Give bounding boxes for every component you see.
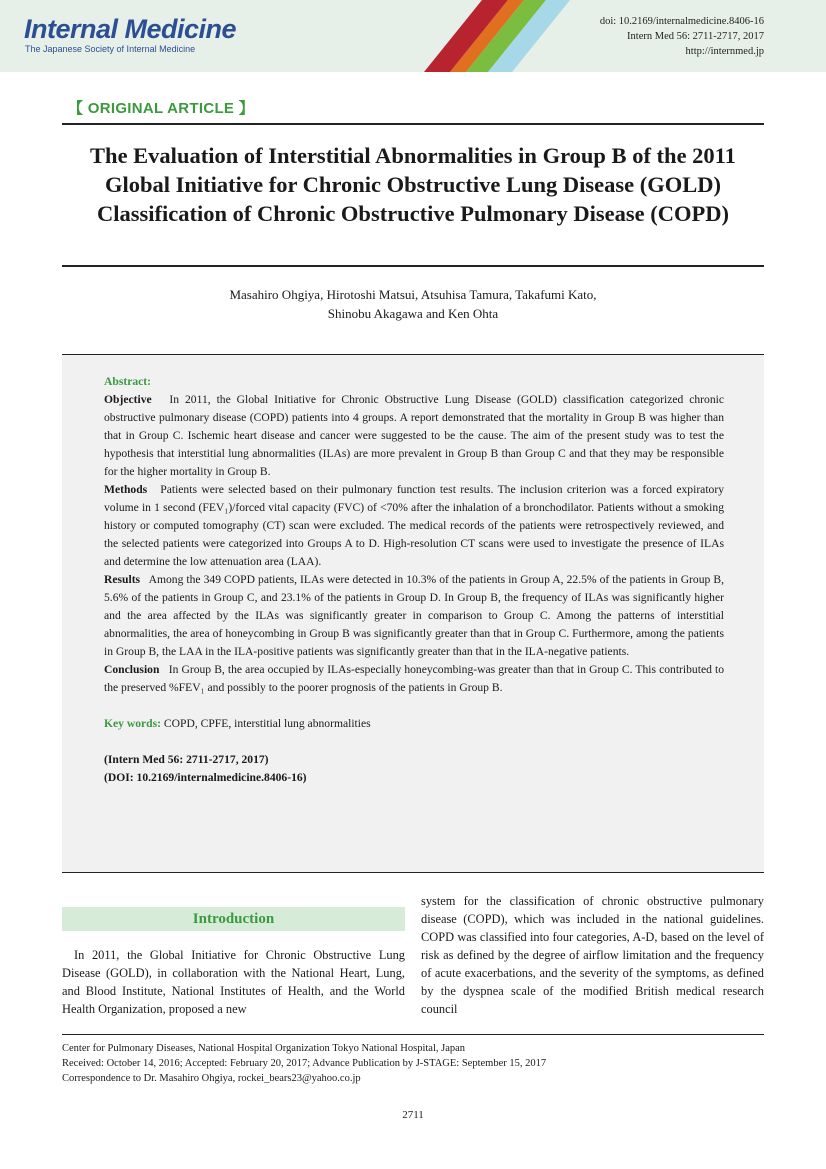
divider-title [62,265,764,267]
objective-label: Objective [104,393,152,406]
keywords-text: COPD, CPFE, interstitial lung abnormalities [163,717,371,730]
conclusion-label: Conclusion [104,663,160,676]
article-title: The Evaluation of Interstitial Abnormalities in Group B of the 2011 Global Initiative for Chronic Obstructive Lung Disease (GOLD) Classification of Chronic Obstructive Pulmonary Disease (COPD) [90,143,736,226]
author-line-2: Shinobu Akagawa and Ken Ohta [327,306,499,321]
correspondence: Correspondence to Dr. Masahiro Ohgiya, rockei_bears23@yahoo.co.jp [62,1073,361,1084]
header-citation: Intern Med 56: 2711-2717, 2017 [627,31,764,42]
abstract-results [104,571,724,661]
keywords-row [104,715,724,733]
article-type-label: 【 ORIGINAL ARTICLE 】 [68,100,254,117]
header-url[interactable]: http://internmed.jp [685,46,764,57]
methods-text: Patients were selected based on their pulmonary function test results. The inclusion criterion was a forced expiratory volume in 1 second (FEV₁)/forced vital capacity (FVC) of <70% after the inhalation of a bronchodilator. Patients without a smoking history or computed tomography (CT) scan were excluded. The medical records of the patients were retrospectively reviewed, and the selected patients were categorized into Groups A to D. High-resolution CT scans were used to investigate the presence of ILAs and determine the low attenuation area (LAA). [104,483,724,568]
abstract-citation: (Intern Med 56: 2711-2717, 2017) [104,753,269,766]
journal-header-band [0,0,826,72]
abstract-methods [104,481,724,571]
abstract-doi: (DOI: 10.2169/internalmedicine.8406-16) [104,771,307,784]
abstract-body [104,373,724,787]
results-text: Among the 349 COPD patients, ILAs were detected in 10.3% of the patients in Group A, 22.5% of the patients in Group B, 5.6% of the patients in Group C, and 23.1% of the patients in Group D. In Group B, the frequency of ILAs was significantly higher and the area affected by the ILAs was significantly greater in comparison to Group C. Among the patterns of interstitial abnormalities, the area of honeycombing in Group B was significantly greater than that in Group C. Furthermore, among the patients in Group B, the LAA in the ILA-positive patients was significantly greater than that in the ILA-negative patients. [104,573,724,658]
affiliation: Center for Pulmonary Diseases, National Hospital Organization Tokyo National Hospital, Japan [62,1043,466,1054]
conclusion-text: In Group B, the area occupied by ILAs-especially honeycombing-was greater than that in Group C. This contributed to the preserved %FEV₁ and possibly to the poorer prognosis of the patients in Group B. [104,663,724,694]
society-name: The Japanese Society of Internal Medicine [25,44,196,54]
introduction-heading: Introduction [62,907,405,931]
journal-logo: Internal Medicine [24,14,237,44]
abstract-objective [104,391,724,481]
received-dates: Received: October 14, 2016; Accepted: February 20, 2017; Advance Publication by J-STAGE: September 15, 2017 [62,1058,547,1069]
page-number: 2711 [402,1109,424,1121]
intro-right-column: system for the classification of chronic obstructive pulmonary disease (COPD), which was included in the national guidelines. COPD was classified into four categories, A-D, based on the level of risk as defined by the degree of airflow limitation and the frequency of acute exacerbations, and the severity of the symptoms, as defined by the dyspnea scale of the modified British medical research council [421,894,764,1016]
results-label: Results [104,573,141,586]
abstract-box [62,355,764,872]
intro-left-column: In 2011, the Global Initiative for Chronic Obstructive Lung Disease (GOLD), in collaboration with the National Heart, Lung, and Blood Institute, National Institutes of Health, and the World Health Organization, proposed a new [62,948,405,1016]
divider-abstract-bottom [62,872,764,873]
divider-footnotes [62,1034,764,1035]
header-meta [600,14,764,59]
author-line-1: Masahiro Ohgiya, Hirotoshi Matsui, Atsuhisa Tamura, Takafumi Kato, [229,287,597,302]
footnotes [62,1041,764,1086]
objective-text: In 2011, the Global Initiative for Chronic Obstructive Lung Disease (GOLD) classification categorized chronic obstructive pulmonary disease (COPD) patients into 4 groups. A report demonstrated that the mortality in Group B was higher than that in Group C. Ischemic heart disease and cancer were suggested to be the cause. The aim of the present study was to test the hypothesis that interstitial lung abnormalities (ILAs) are more prevalent in Group B than Group C and that they may be responsible for the higher mortality in Group B. [104,393,725,478]
author-list [62,285,764,323]
abstract-conclusion [104,661,724,697]
header-doi: doi: 10.2169/internalmedicine.8406-16 [599,16,764,27]
divider-top [62,123,764,125]
keywords-label: Key words: [104,717,161,730]
methods-label: Methods [104,483,148,496]
abstract-heading: Abstract: [104,375,152,388]
